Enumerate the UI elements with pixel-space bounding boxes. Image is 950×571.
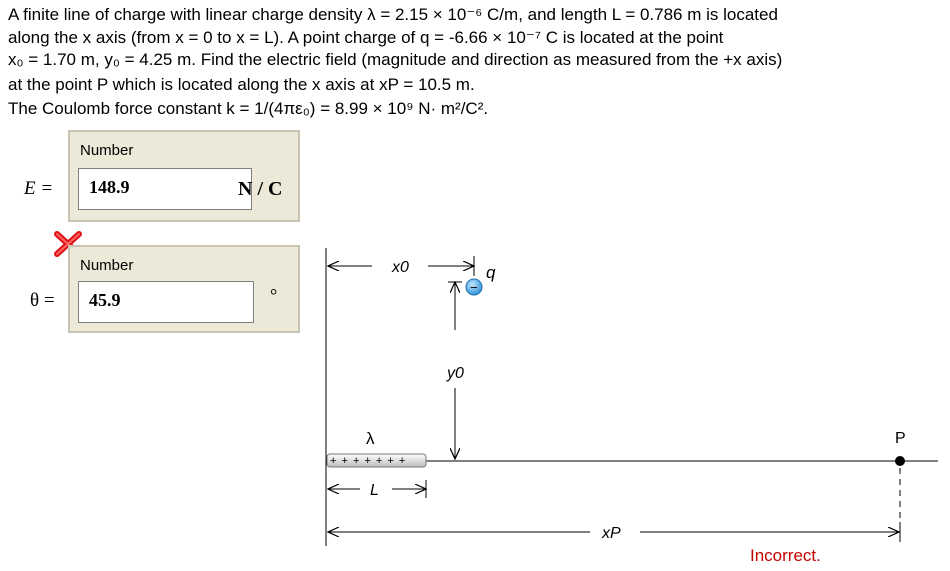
e-unit: N / C <box>238 178 283 200</box>
e-symbol: E = <box>24 178 54 199</box>
number-caption: Number <box>80 257 134 274</box>
problem-line-4: at the point P which is located along the x axis at xP = 10.5 m. <box>8 74 475 94</box>
e-answer-input[interactable]: 148.9 <box>78 168 252 210</box>
x0-label: x0 <box>392 259 409 276</box>
l-label: L <box>370 482 379 499</box>
problem-line-5: The Coulomb force constant k = 1/(4πε₀) = 8.99 × 10⁹ N· m²/C². <box>8 99 489 118</box>
theta-answer-input[interactable]: 45.9 <box>78 281 254 323</box>
problem-line-2: along the x axis (from x = 0 to x = L). A point charge of q = -6.66 × 10⁻⁷ C is located at the point <box>8 27 724 47</box>
problem-line-1: A finite line of charge with linear charge density λ = 2.15 × 10⁻⁶ C/m, and length L = 0.786 m is located <box>8 5 778 24</box>
rod-charges: + + + + + + + <box>330 455 407 467</box>
p-label: P <box>895 430 906 447</box>
y0-label: y0 <box>447 365 464 382</box>
degree-unit: ° <box>270 285 278 305</box>
problem-line-3: x₀ = 1.70 m, y₀ = 4.25 m. Find the electric field (magnitude and direction as measured from the +x axis) <box>8 50 783 69</box>
xp-label: xP <box>602 525 621 542</box>
lambda-label: λ <box>366 429 375 448</box>
theta-symbol: θ = <box>30 290 55 311</box>
number-caption: Number <box>80 142 134 159</box>
point-p <box>895 456 905 466</box>
charge-sign: − <box>470 280 478 295</box>
q-label: q <box>486 263 496 282</box>
feedback-incorrect: Incorrect. <box>750 546 821 565</box>
